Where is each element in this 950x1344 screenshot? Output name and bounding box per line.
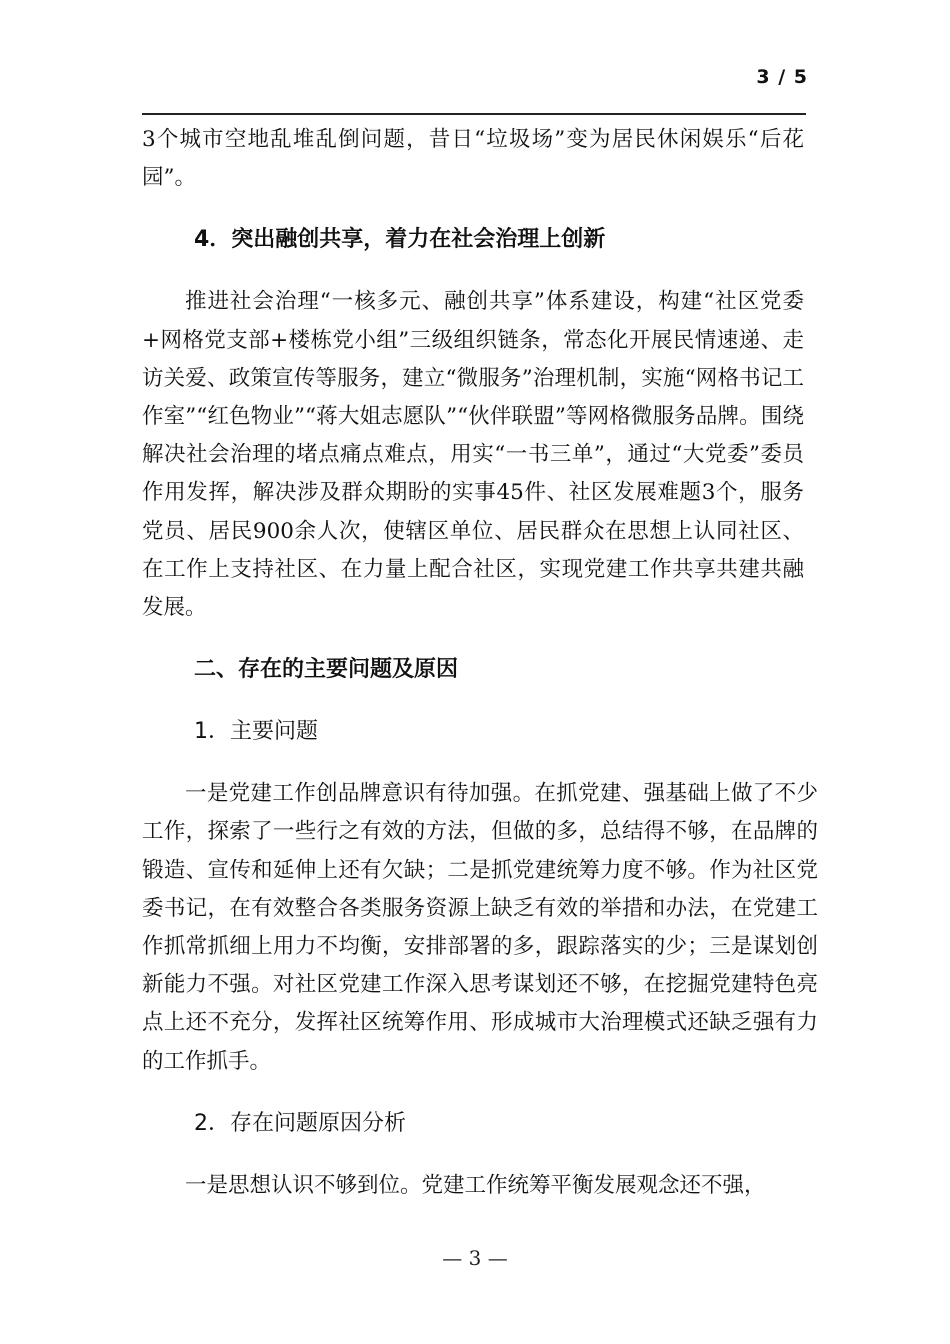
heading-main-problems: 1．主要问题 (194, 719, 318, 745)
paragraph-continued: 3个城市空地乱堆乱倒问题，昔日“垃圾场”变为居民休闲娱乐“后花园”。 (142, 127, 804, 191)
document-body (142, 121, 818, 1205)
paragraph-main-problems: 一是党建工作创品牌意识有待加强。在抓党建、强基础上做了不少工作，探索了一些行之有效的方法，但做的多，总结得不够，在品牌的锻造、宣传和延伸上还有欠缺；二是抓党建统筹力度不够。作为社区党委书记，在有效整合各类服务资源上缺乏有效的举措和办法，在党建工作抓常抓细上用力不均衡，安排部署的多，跟踪落实的少；三是谋划创新能力不强。对社区党建工作深入思考谋划还不够，在挖掘党建特色亮点上还不充分，发挥社区统筹作用、形成城市大治理模式还缺乏强有力的工作抓手。 (142, 781, 818, 1074)
heading-innovation-governance: 4．突出融创共享，着力在社会治理上创新 (194, 227, 606, 253)
heading-cause-analysis: 2．存在问题原因分析 (194, 1110, 406, 1136)
paragraph-governance: 推进社会治理“一核多元、融创共享”体系建设，构建“社区党委+网格党支部+楼栋党小组”三级组织链条，常态化开展民情速递、走访关爱、政策宣传等服务，建立“微服务”治理机制，实施“网格书记工作室”“红色物业”“蒋大姐志愿队”“伙伴联盟”等网格微服务品牌。围绕解决社会治理的堵点痛点难点，用实“一书三单”，通过“大党委”委员作用发挥，解决涉及群众期盼的实事45件、社区发展难题3个，服务党员、居民900余人次，使辖区单位、居民群众在思想上认同社区、在工作上支持社区、在力量上配合社区，实现党建工作共享共建共融发展。 (142, 289, 805, 621)
section-heading-problems: 二、存在的主要问题及原因 (194, 657, 459, 683)
page-indicator: 3 / 5 (756, 66, 808, 88)
page-footer-number: — 3 — (442, 1246, 508, 1270)
paragraph-cause-analysis: 一是思想认识不够到位。党建工作统筹平衡发展观念还不强， (185, 1172, 766, 1198)
header-divider (142, 113, 806, 115)
